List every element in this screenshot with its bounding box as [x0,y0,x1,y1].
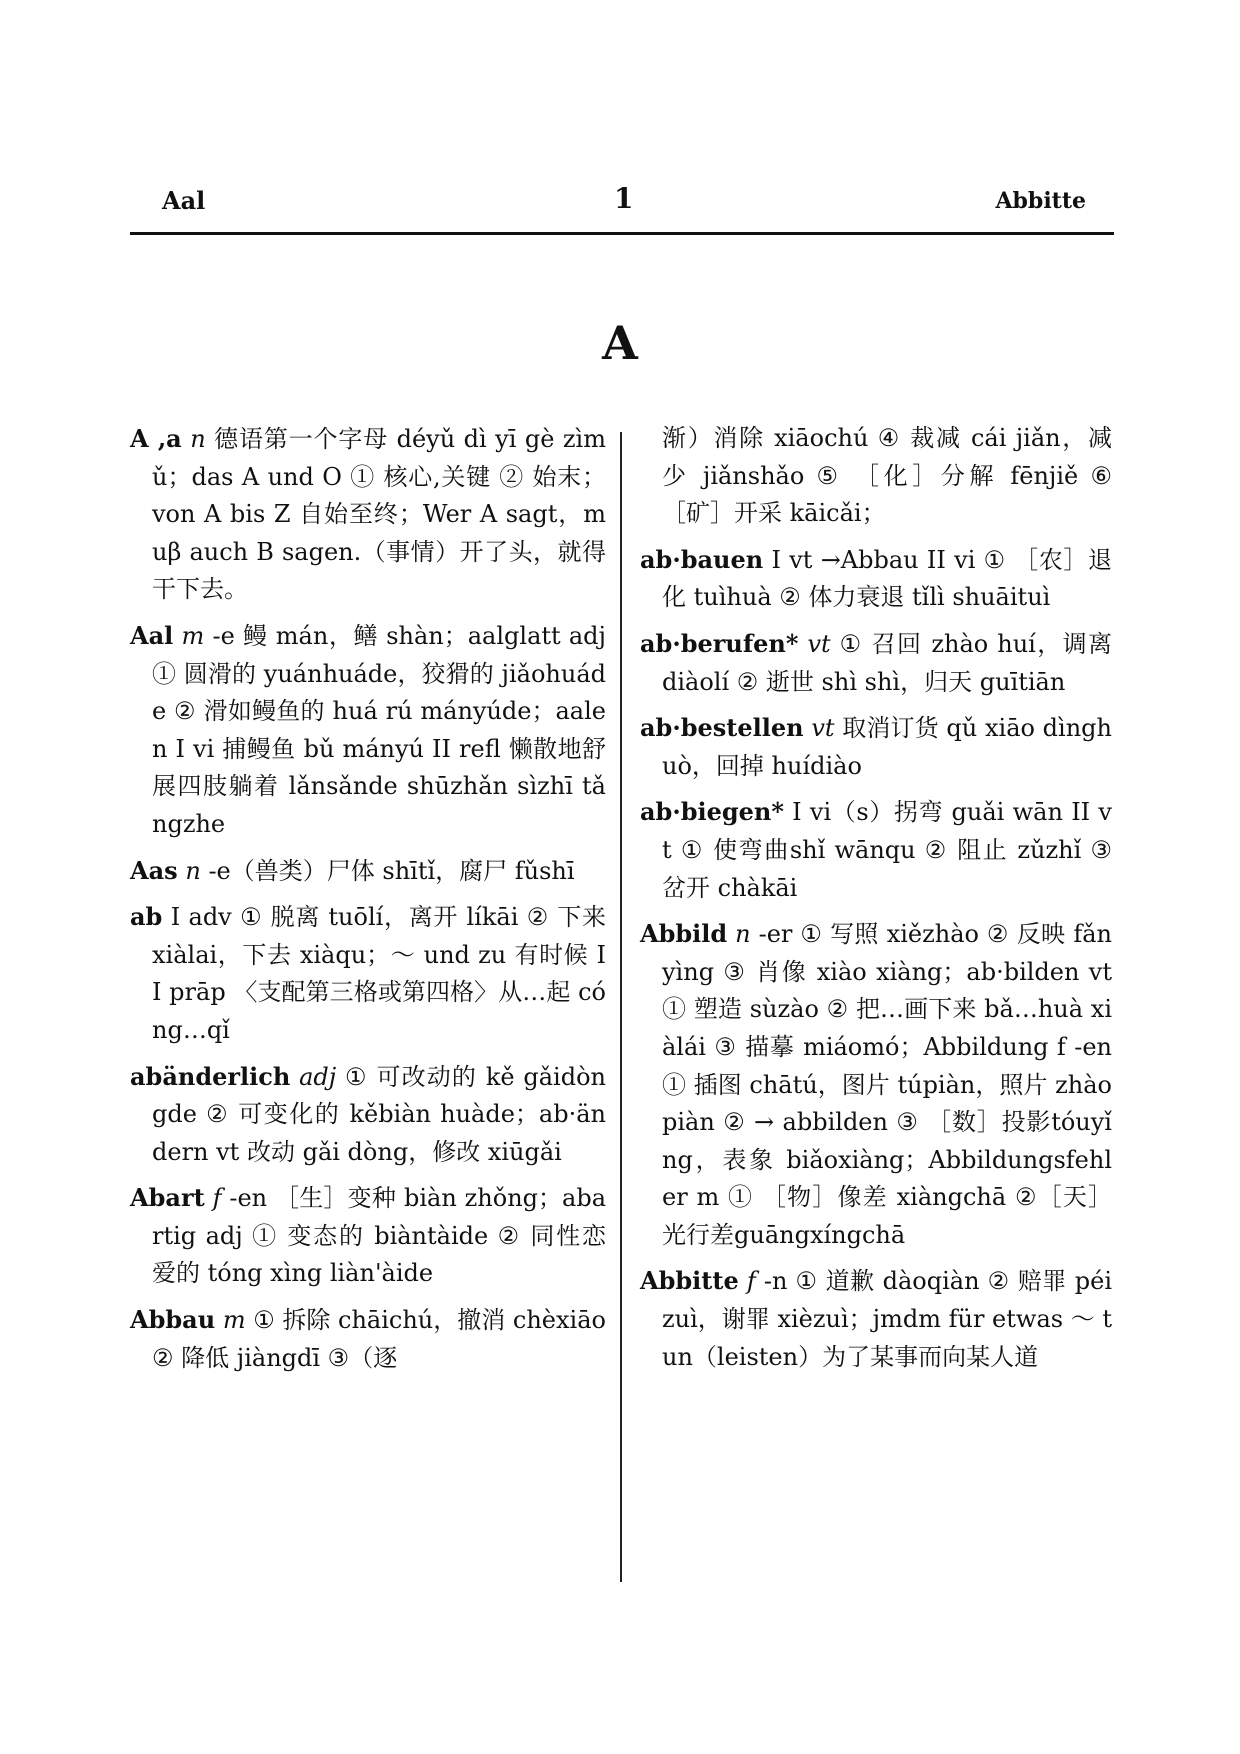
entry-headword: abänderlich [130,1061,291,1091]
entry-grammar: f [212,1184,222,1213]
entry-grammar: vt [811,714,835,743]
dictionary-entry [130,1301,606,1377]
entry-definition: I adv ① 脱离 tuōlí，离开 líkāi ② 下来 xiàlai，下去 xiàqu；～ und zu 有时候 II prāp 〈支配第三格或第四格〉从…起 cóng…qǐ [152,903,606,1044]
entry-grammar: n [735,920,751,949]
dictionary-entry [640,625,1112,701]
running-head-right: Abbitte [995,188,1086,214]
section-letter: A [602,316,638,370]
entry-headword: A ,a [130,424,182,453]
entry-headword: Abart [130,1183,205,1213]
entry-definition: -en ［生］变种 biàn zhǒng；abartig adj ① 变态的 biàntàide ② 同性恋爱的 tóng xìng liàn'àide [152,1184,607,1288]
entry-definition: I vt →Abbau II vi ① ［农］退化 tuìhuà ② 体力衰退 tǐlì shuāituì [662,545,1112,612]
dictionary-entry [130,852,606,891]
dictionary-entry [130,617,606,844]
entry-headword: Aas [130,855,178,885]
left-column [130,420,606,1385]
entry-headword: ab·bauen [640,544,764,574]
dictionary-entry [640,1262,1112,1376]
entry-headword: Abbau [130,1305,216,1335]
entry-headword: Abbitte [640,1266,739,1296]
dictionary-entry [130,1179,606,1293]
entry-definition: 渐）消除 xiāochú ④ 裁减 cái jiǎn，减少 jiǎnshǎo ⑤ ［化］分解 fēnjiě ⑥ ［矿］开采 kāicǎi； [662,424,1112,528]
dictionary-entry [130,1058,606,1172]
entry-definition: -er ① 写照 xiězhào ② 反映 fǎnyìng ③ 肖像 xiào xiàng；ab·bilden vt ① 塑造 sùzào ② 把…画下来 bǎ…huà xiàlái ③ 描摹 miáomó；Abbildung f -en ① 插图 chātú，图片 túpiàn，照片 zhàopiàn ② → abbilden ③ ［数］投影tóuyǐng，表象 biǎoxiàng；Abbildungsfehler m ① ［物］像差 xiàngchā ②［天］光行差guāngxíngchā [662,920,1112,1249]
entry-definition: -e 鳗 mán，鳝 shàn；aalglatt adj ① 圆滑的 yuánhuáde，狡猾的 jiǎohuáde ② 滑如鳗鱼的 huá rú mányúde；aalen I vi 捕鳗鱼 bǔ mányú II refl 懒散地舒展四肢躺着 lǎnsǎnde shūzhǎn sìzhī tǎngzhe [152,621,606,838]
entry-definition: ① 拆除 chāichú，撤消 chèxiāo ② 降低 jiàngdī ③（逐 [152,1306,606,1372]
entry-headword: ab [130,902,163,932]
entry-headword: Abbild [640,919,728,949]
entry-definition: ① 召回 zhào huí，调离 diàolí ② 逝世 shì shì，归天 guītiān [662,629,1112,696]
dictionary-entry [640,915,1112,1254]
entry-definition: 德语第一个字母 déyǔ dì yī gè zìmǔ；das A und O ① 核心,关键 ② 始末；von A bis Z 自始至终；Wer A sagt，muβ auch B sagen.（事情）开了头，就得干下去。 [152,425,606,604]
dictionary-entry [640,541,1112,617]
dictionary-entry-continuation [640,420,1112,533]
entry-definition: I vi（s）拐弯 guǎi wān II vt ① 使弯曲shǐ wānqu ② 阻止 zǔzhǐ ③ 岔开 chàkāi [662,798,1112,902]
page-header [130,182,1114,222]
dictionary-entry [130,898,606,1049]
column-divider [620,432,622,1582]
entry-grammar: adj [299,1062,337,1091]
header-rule [130,232,1114,235]
entry-grammar: n [190,425,206,453]
entry-definition: ① 可改动的 kě gǎidòngde ② 可变化的 kěbiàn huàde；ab·ändern vt 改动 gǎi dòng，修改 xiūgǎi [152,1062,606,1166]
running-head-left: Aal [162,186,206,215]
entry-grammar: vt [807,629,831,658]
dictionary-entry [640,709,1112,785]
entry-headword: Aal [130,620,174,650]
entry-headword: ab·berufen* [640,628,799,658]
entry-grammar: m [181,621,205,650]
entry-grammar: n [185,856,201,885]
entry-grammar: f [746,1267,756,1296]
page-number: 1 [614,182,634,215]
entry-headword: ab·biegen* [640,797,784,827]
entry-grammar: m [222,1306,246,1335]
entry-definition: 取消订货 qǔ xiāo dìnghuò，回掉 huídiào [662,714,1112,780]
dictionary-entry [130,420,606,609]
dictionary-entry [640,793,1112,907]
entry-headword: ab·bestellen [640,713,804,743]
entry-definition: -e（兽类）尸体 shītǐ，腐尸 fǔshī [208,856,575,885]
right-column [640,420,1112,1384]
entry-definition: -n ① 道歉 dàoqiàn ② 赔罪 péizuì，谢罪 xièzuì；jmdm für etwas ～ tun（leisten）为了某事而向某人道 [662,1267,1112,1371]
